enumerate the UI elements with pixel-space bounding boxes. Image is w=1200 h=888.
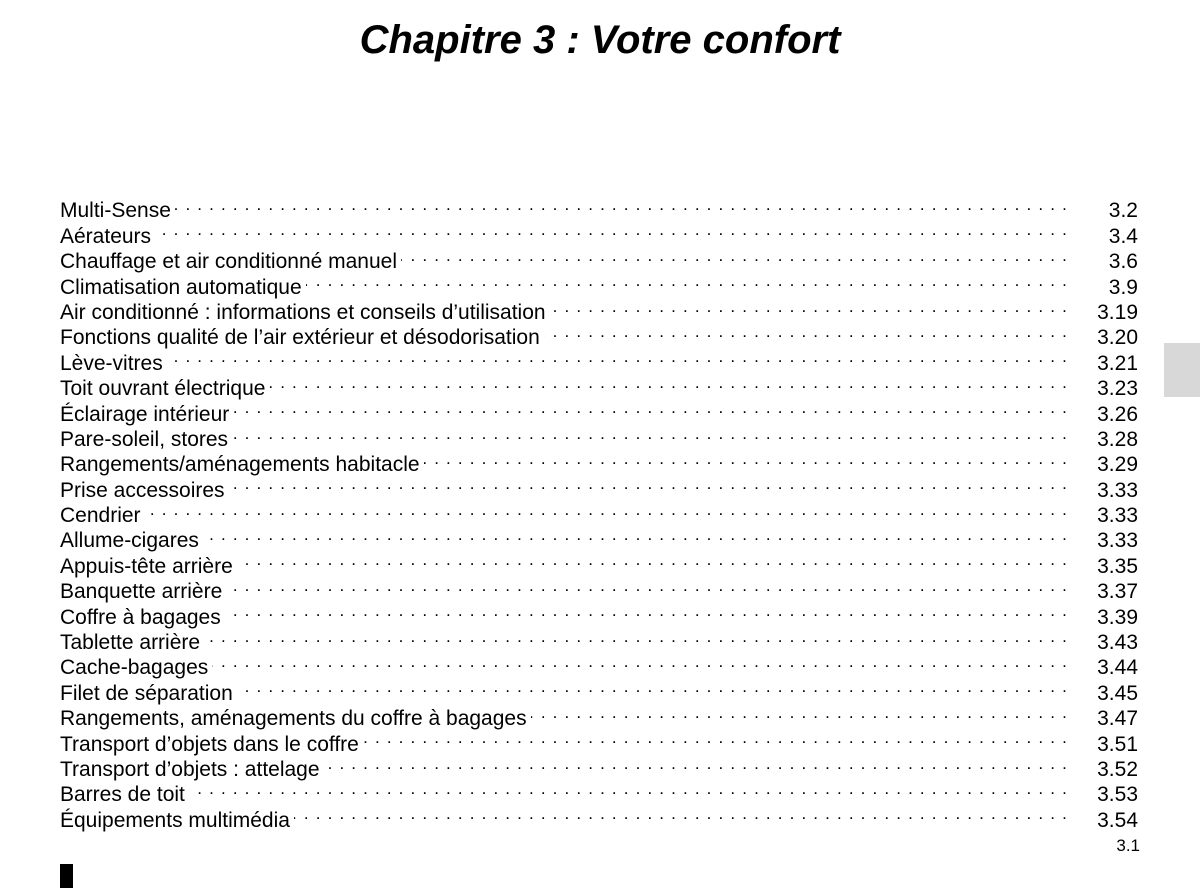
toc-entry-label: Multi-Sense — [60, 199, 171, 223]
toc-entry[interactable] — [60, 522, 1138, 553]
toc-dot-leader — [225, 598, 1068, 623]
toc-entry-page: 3.33 — [1097, 504, 1138, 528]
toc-entry-page: 3.51 — [1097, 732, 1138, 756]
toc-dot-leader — [550, 294, 1068, 319]
table-of-contents — [60, 192, 1138, 832]
toc-dot-leader — [306, 268, 1068, 293]
toc-entry[interactable] — [60, 776, 1138, 807]
toc-entry[interactable] — [60, 370, 1138, 401]
toc-entry-label: Chauffage et air conditionné manuel — [60, 250, 398, 274]
toc-entry-label: Barres de toit — [60, 783, 185, 807]
toc-dot-leader — [294, 801, 1068, 826]
toc-entry-label: Rangements/aménagements habitacle — [60, 453, 420, 477]
chapter-title: Chapitre 3 : Votre confort — [359, 18, 841, 62]
toc-entry-label: Banquette arrière — [60, 580, 223, 604]
toc-dot-leader — [204, 624, 1068, 649]
toc-dot-leader — [237, 674, 1068, 699]
toc-entry-page: 3.37 — [1097, 580, 1138, 604]
toc-entry[interactable] — [60, 497, 1138, 528]
toc-entry-page: 3.28 — [1097, 427, 1138, 451]
toc-dot-leader — [401, 243, 1068, 268]
toc-dot-leader — [175, 192, 1068, 217]
toc-entry[interactable] — [60, 649, 1138, 680]
toc-entry-page: 3.19 — [1097, 300, 1138, 324]
toc-entry-label: Toit ouvrant électrique — [60, 377, 266, 401]
toc-entry-page: 3.53 — [1097, 783, 1138, 807]
toc-entry-label: Cendrier — [60, 504, 141, 528]
toc-entry-page: 3.29 — [1097, 453, 1138, 477]
toc-dot-leader — [203, 522, 1068, 547]
toc-entry[interactable] — [60, 217, 1138, 248]
toc-entry-page: 3.47 — [1097, 707, 1138, 731]
toc-entry-page: 3.23 — [1097, 377, 1138, 401]
toc-entry-label: Climatisation automatique — [60, 275, 302, 299]
toc-entry-label: Fonctions qualité de l’air extérieur et désodorisation — [60, 326, 540, 350]
toc-entry-label: Pare-soleil, stores — [60, 427, 229, 451]
toc-entry-page: 3.21 — [1097, 351, 1138, 375]
toc-entry[interactable] — [60, 192, 1138, 223]
toc-entry-page: 3.20 — [1097, 326, 1138, 350]
toc-entry-page: 3.33 — [1097, 478, 1138, 502]
toc-entry-page: 3.26 — [1097, 402, 1138, 426]
toc-dot-leader — [145, 497, 1068, 522]
toc-dot-leader — [155, 217, 1068, 242]
toc-entry-page: 3.6 — [1108, 250, 1138, 274]
toc-entry-label: Lève-vitres — [60, 351, 163, 375]
toc-entry-label: Éclairage intérieur — [60, 402, 230, 426]
toc-dot-leader — [212, 649, 1068, 674]
toc-dot-leader — [189, 776, 1068, 801]
toc-entry-page: 3.35 — [1097, 554, 1138, 578]
toc-dot-leader — [544, 319, 1068, 344]
toc-entry-label: Cache-bagages — [60, 656, 209, 680]
toc-entry-page: 3.2 — [1108, 199, 1138, 223]
toc-dot-leader — [269, 370, 1068, 395]
toc-entry[interactable] — [60, 624, 1138, 655]
toc-entry-label: Équipements multimédia — [60, 808, 290, 832]
toc-entry[interactable] — [60, 801, 1138, 832]
toc-dot-leader — [167, 344, 1068, 369]
toc-entry-label: Transport d’objets dans le coffre — [60, 732, 359, 756]
toc-dot-leader — [424, 446, 1068, 471]
toc-entry-label: Rangements, aménagements du coffre à bagages — [60, 707, 527, 731]
toc-entry-label: Transport d’objets : attelage — [60, 757, 320, 781]
toc-entry[interactable] — [60, 674, 1138, 705]
toc-entry-page: 3.4 — [1108, 224, 1138, 248]
toc-entry[interactable] — [60, 243, 1138, 274]
toc-entry-page: 3.45 — [1097, 681, 1138, 705]
toc-entry-page: 3.44 — [1097, 656, 1138, 680]
chapter-side-tab — [1164, 343, 1200, 397]
print-corner-mark — [60, 864, 73, 888]
toc-dot-leader — [226, 573, 1068, 598]
toc-dot-leader — [324, 751, 1068, 776]
toc-dot-leader — [229, 471, 1068, 496]
toc-entry-label: Air conditionné : informations et conseils d’utilisation — [60, 300, 546, 324]
toc-dot-leader — [363, 725, 1068, 750]
toc-entry-label: Allume-cigares — [60, 529, 199, 553]
toc-entry-page: 3.39 — [1097, 605, 1138, 629]
toc-entry-label: Appuis-tête arrière — [60, 554, 233, 578]
toc-entry-label: Prise accessoires — [60, 478, 225, 502]
toc-entry-label: Tablette arrière — [60, 631, 201, 655]
toc-entry-page: 3.43 — [1097, 631, 1138, 655]
toc-entry-page: 3.33 — [1097, 529, 1138, 553]
toc-dot-leader — [237, 547, 1068, 572]
toc-entry-page: 3.54 — [1097, 808, 1138, 832]
toc-dot-leader — [531, 700, 1068, 725]
toc-dot-leader — [233, 395, 1068, 420]
toc-entry-label: Aérateurs — [60, 224, 152, 248]
toc-entry-label: Filet de séparation — [60, 681, 233, 705]
toc-dot-leader — [232, 421, 1068, 446]
toc-entry-page: 3.52 — [1097, 757, 1138, 781]
toc-entry[interactable] — [60, 344, 1138, 375]
page-number: 3.1 — [1116, 836, 1140, 855]
toc-entry-label: Coffre à bagages — [60, 605, 221, 629]
toc-entry[interactable] — [60, 547, 1138, 578]
toc-entry-page: 3.9 — [1108, 275, 1138, 299]
